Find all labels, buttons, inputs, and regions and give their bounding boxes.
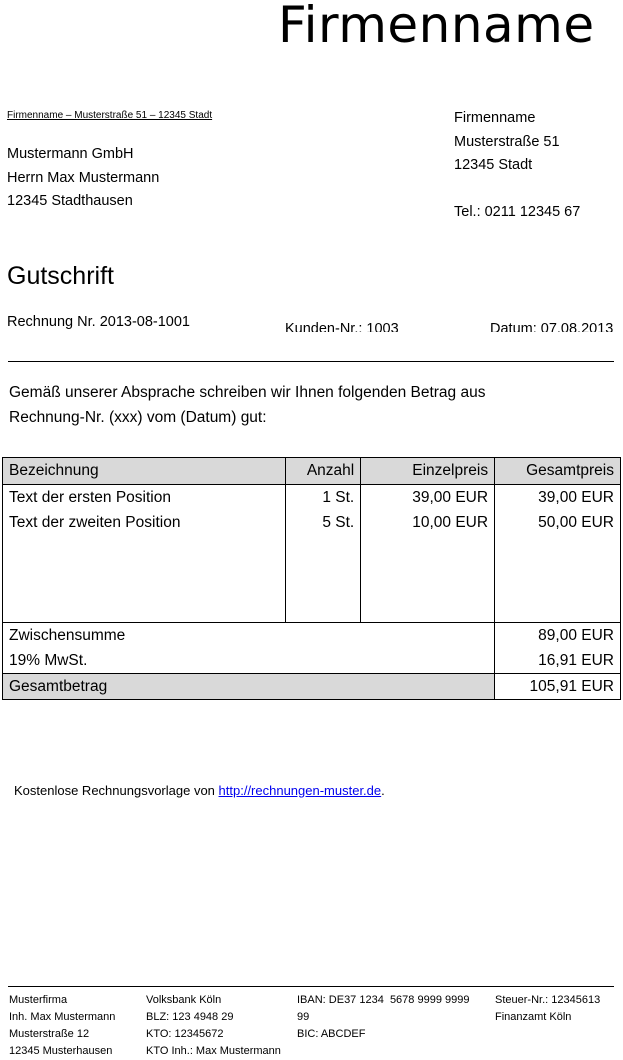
footer-line: Volksbank Köln [146, 994, 222, 1006]
intro-line-2: Rechnung-Nr. (xxx) vom (Datum) gut: [9, 409, 267, 426]
footer-line: KTO: 12345672 [146, 1028, 224, 1040]
sender-name: Firmenname [454, 110, 536, 126]
row-total-price: 39,00 EUR [495, 485, 621, 511]
footer-bank-info [146, 992, 281, 1060]
footer-line: KTO Inh.: Max Mustermann [146, 1045, 281, 1057]
footer-line: Musterfirma [9, 994, 68, 1006]
subtotal-label: Zwischensumme [3, 623, 495, 649]
header-description: Bezeichnung [3, 458, 286, 485]
footer-line: BIC: ABCDEF [297, 1028, 366, 1040]
subtotal-row [3, 623, 621, 649]
table-row [3, 485, 621, 511]
vat-row [3, 648, 621, 674]
recipient-address [7, 143, 159, 214]
total-value: 105,91 EUR [495, 674, 621, 700]
row-total-price: 50,00 EUR [495, 510, 621, 535]
footer-tax-info [495, 992, 600, 1026]
footer-line: 99 [297, 1011, 310, 1023]
footer-line: IBAN: DE37 1234 5678 9999 9999 [297, 994, 470, 1006]
header-quantity: Anzahl [286, 458, 361, 485]
sender-city: 12345 Stadt [454, 157, 533, 173]
footer-line: Inh. Max Mustermann [9, 1011, 116, 1023]
template-note-prefix: Kostenlose Rechnungsvorlage von [14, 783, 219, 798]
vat-label: 19% MwSt. [3, 648, 495, 674]
subtotal-value: 89,00 EUR [495, 623, 621, 649]
sender-street: Musterstraße 51 [454, 133, 560, 150]
footer-line: Steuer-Nr.: 12345613 [495, 994, 601, 1006]
footer-line: 12345 Musterhausen [9, 1045, 113, 1057]
intro-text [9, 380, 485, 430]
row-quantity: 1 St. [286, 485, 361, 511]
footer-line: Musterstraße 12 [9, 1028, 90, 1040]
header-divider [8, 361, 614, 362]
footer-iban-info [297, 992, 469, 1043]
table-row [3, 510, 621, 535]
vat-value: 16,91 EUR [495, 648, 621, 674]
template-link[interactable]: http://rechnungen-muster.de [218, 783, 382, 798]
company-name-logo: Firmenname [278, 0, 595, 54]
footer-line: Finanzamt Köln [495, 1011, 572, 1023]
sender-address-block [454, 107, 580, 225]
template-note [14, 783, 385, 798]
recipient-person: Herrn Max Mustermann [7, 169, 160, 186]
row-unit-price: 10,00 EUR [361, 510, 495, 535]
total-label: Gesamtbetrag [3, 674, 495, 700]
footer-company-info [9, 992, 115, 1060]
recipient-company: Mustermann GmbH [7, 146, 134, 162]
document-date: Datum: 07.08.2013 [490, 321, 614, 332]
footer-divider [8, 986, 614, 987]
template-note-suffix: . [381, 783, 385, 798]
row-description: Text der ersten Position [3, 485, 286, 511]
positions-table [2, 457, 621, 700]
row-quantity: 5 St. [286, 510, 361, 535]
footer-line: BLZ: 123 4948 29 [146, 1011, 234, 1023]
table-header-row [3, 458, 621, 485]
customer-number: Kunden-Nr.: 1003 [285, 321, 399, 332]
table-empty-space [3, 535, 621, 623]
header-unit-price: Einzelpreis [361, 458, 495, 485]
sender-phone: Tel.: 0211 12345 67 [454, 204, 581, 220]
intro-line-1: Gemäß unserer Absprache schreiben wir Ihnen folgenden Betrag aus [9, 384, 486, 401]
total-row [3, 674, 621, 700]
header-total-price: Gesamtpreis [495, 458, 621, 485]
row-unit-price: 39,00 EUR [361, 485, 495, 511]
document-title: Gutschrift [7, 262, 114, 290]
invoice-number: Rechnung Nr. 2013-08-1001 [7, 314, 190, 330]
sender-return-address: Firmenname – Musterstraße 51 – 12345 Stadt [7, 110, 213, 121]
row-description: Text der zweiten Position [3, 510, 286, 535]
recipient-city: 12345 Stadthausen [7, 193, 133, 209]
